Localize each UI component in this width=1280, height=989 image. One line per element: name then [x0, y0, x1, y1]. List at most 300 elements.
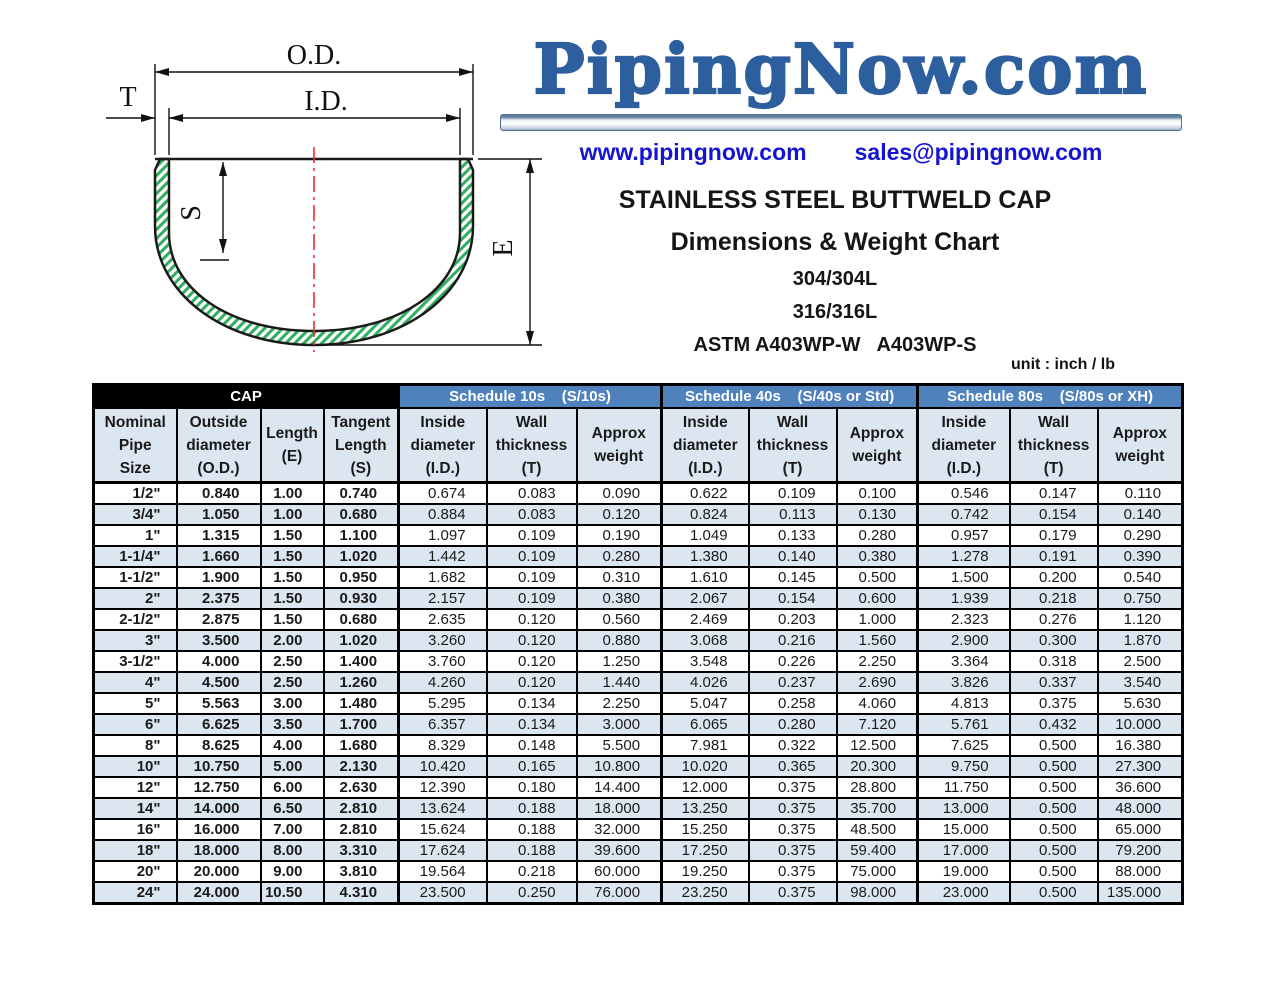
e-label: E — [488, 239, 519, 257]
table-cell: 20.000 — [177, 861, 261, 882]
table-cell: 4.060 — [837, 693, 918, 714]
cap-group-header: CAP — [94, 385, 399, 409]
table-cell: 13.624 — [399, 798, 487, 819]
table-row — [94, 630, 1183, 651]
table-row — [94, 798, 1183, 819]
id-label: I.D. — [304, 86, 348, 117]
table-row — [94, 567, 1183, 588]
table-cell: 12.000 — [662, 777, 749, 798]
table-cell: 5.047 — [662, 693, 749, 714]
table-cell: 1.278 — [918, 546, 1010, 567]
table-cell: 1.120 — [1098, 609, 1183, 630]
cap-dimension-diagram — [88, 28, 558, 358]
table-cell: 1.380 — [662, 546, 749, 567]
page-title: STAINLESS STEEL BUTTWELD CAP — [618, 186, 1052, 214]
table-cell: 0.109 — [487, 567, 577, 588]
table-cell: 0.203 — [749, 609, 837, 630]
grade-316: 316/316L — [792, 301, 878, 323]
table-cell: 5.761 — [918, 714, 1010, 735]
table-cell: 0.218 — [487, 861, 577, 882]
table-cell: 20" — [94, 861, 177, 882]
table-cell: 0.375 — [749, 882, 837, 904]
table-cell: 23.500 — [399, 882, 487, 904]
table-cell: 6.357 — [399, 714, 487, 735]
table-cell: 4.00 — [261, 735, 324, 756]
astm-spec: ASTM A403WP-W A403WP-S — [693, 334, 977, 356]
table-cell: 1.700 — [324, 714, 399, 735]
table-cell: 15.624 — [399, 819, 487, 840]
column-header: Wall thickness (T) — [487, 408, 577, 483]
column-header: Approx weight — [577, 408, 662, 483]
table-cell: 17.250 — [662, 840, 749, 861]
table-cell: 14.400 — [577, 777, 662, 798]
table-cell: 4.260 — [399, 672, 487, 693]
table-cell: 48.000 — [1098, 798, 1183, 819]
table-cell: 0.840 — [177, 483, 261, 505]
table-cell: 1.260 — [324, 672, 399, 693]
table-cell: 3.500 — [177, 630, 261, 651]
table-row — [94, 819, 1183, 840]
table-cell: 0.337 — [1010, 672, 1098, 693]
table-cell: 14.000 — [177, 798, 261, 819]
table-cell: 7.00 — [261, 819, 324, 840]
table-cell: 0.674 — [399, 483, 487, 505]
table-cell: 24" — [94, 882, 177, 904]
table-row — [94, 672, 1183, 693]
table-cell: 1.315 — [177, 525, 261, 546]
table-cell: 0.110 — [1098, 483, 1183, 505]
table-cell: 8.329 — [399, 735, 487, 756]
table-cell: 0.500 — [1010, 756, 1098, 777]
table-row — [94, 609, 1183, 630]
table-cell: 1.610 — [662, 567, 749, 588]
table-cell: 4.500 — [177, 672, 261, 693]
table-cell: 0.500 — [1010, 840, 1098, 861]
table-row — [94, 714, 1183, 735]
table-row — [94, 882, 1183, 904]
column-header: Wall thickness (T) — [749, 408, 837, 483]
table-cell: 0.280 — [749, 714, 837, 735]
table-cell: 0.957 — [918, 525, 1010, 546]
column-header: Inside diameter (I.D.) — [399, 408, 487, 483]
table-cell: 0.179 — [1010, 525, 1098, 546]
table-cell: 0.083 — [487, 483, 577, 505]
grade-304: 304/304L — [792, 268, 878, 290]
od-arrow-left — [155, 68, 169, 76]
table-cell: 1.682 — [399, 567, 487, 588]
table-cell: 0.134 — [487, 714, 577, 735]
table-row — [94, 693, 1183, 714]
column-header: Outside diameter (O.D.) — [177, 408, 261, 483]
table-cell: 5.295 — [399, 693, 487, 714]
table-cell: 0.600 — [837, 588, 918, 609]
table-cell: 16" — [94, 819, 177, 840]
table-cell: 0.375 — [749, 840, 837, 861]
table-cell: 2.00 — [261, 630, 324, 651]
s-label: S — [176, 205, 207, 221]
table-cell: 10.800 — [577, 756, 662, 777]
table-cell: 3.00 — [261, 693, 324, 714]
table-cell: 6.50 — [261, 798, 324, 819]
table-cell: 0.680 — [324, 609, 399, 630]
table-cell: 0.120 — [487, 630, 577, 651]
table-cell: 0.950 — [324, 567, 399, 588]
table-cell: 10" — [94, 756, 177, 777]
table-cell: 0.191 — [1010, 546, 1098, 567]
table-cell: 0.120 — [487, 672, 577, 693]
table-cell: 1.50 — [261, 525, 324, 546]
table-cell: 2.157 — [399, 588, 487, 609]
table-cell: 0.280 — [837, 525, 918, 546]
schedule-group-header: Schedule 40s (S/40s or Std) — [662, 385, 918, 409]
table-cell: 4.813 — [918, 693, 1010, 714]
table-cell: 0.750 — [1098, 588, 1183, 609]
table-cell: 1/2" — [94, 483, 177, 505]
table-cell: 0.300 — [1010, 630, 1098, 651]
table-cell: 1" — [94, 525, 177, 546]
table-cell: 2.323 — [918, 609, 1010, 630]
table-cell: 7.981 — [662, 735, 749, 756]
table-cell: 88.000 — [1098, 861, 1183, 882]
dimensions-table — [92, 383, 1184, 905]
table-cell: 1.50 — [261, 609, 324, 630]
table-cell: 0.500 — [837, 567, 918, 588]
table-cell: 3.50 — [261, 714, 324, 735]
table-row — [94, 756, 1183, 777]
table-cell: 1.097 — [399, 525, 487, 546]
table-cell: 5.500 — [577, 735, 662, 756]
table-cell: 48.500 — [837, 819, 918, 840]
t-label: T — [119, 82, 137, 113]
table-cell: 0.165 — [487, 756, 577, 777]
table-cell: 17.000 — [918, 840, 1010, 861]
table-cell: 0.090 — [577, 483, 662, 505]
table-cell: 17.624 — [399, 840, 487, 861]
table-cell: 3" — [94, 630, 177, 651]
table-cell: 135.000 — [1098, 882, 1183, 904]
table-cell: 1.00 — [261, 504, 324, 525]
table-cell: 2.469 — [662, 609, 749, 630]
column-header: Inside diameter (I.D.) — [662, 408, 749, 483]
table-cell: 2.810 — [324, 798, 399, 819]
table-cell: 4.310 — [324, 882, 399, 904]
table-cell: 3.260 — [399, 630, 487, 651]
column-header: Approx weight — [837, 408, 918, 483]
table-cell: 1.500 — [918, 567, 1010, 588]
table-cell: 1.660 — [177, 546, 261, 567]
table-row — [94, 546, 1183, 567]
table-cell: 2.250 — [577, 693, 662, 714]
table-cell: 1.100 — [324, 525, 399, 546]
table-cell: 1.400 — [324, 651, 399, 672]
table-cell: 1.020 — [324, 630, 399, 651]
table-cell: 0.140 — [1098, 504, 1183, 525]
table-cell: 18.000 — [177, 840, 261, 861]
column-header: Nominal Pipe Size — [94, 408, 177, 483]
table-cell: 3.548 — [662, 651, 749, 672]
table-cell: 59.400 — [837, 840, 918, 861]
table-cell: 32.000 — [577, 819, 662, 840]
table-row — [94, 483, 1183, 505]
table-cell: 0.375 — [749, 777, 837, 798]
table-cell: 18.000 — [577, 798, 662, 819]
table-cell: 0.432 — [1010, 714, 1098, 735]
table-cell: 1.680 — [324, 735, 399, 756]
table-cell: 0.083 — [487, 504, 577, 525]
table-cell: 2.375 — [177, 588, 261, 609]
table-cell: 2.50 — [261, 651, 324, 672]
table-cell: 1-1/4" — [94, 546, 177, 567]
table-cell: 0.290 — [1098, 525, 1183, 546]
table-cell: 7.625 — [918, 735, 1010, 756]
table-cell: 1.250 — [577, 651, 662, 672]
table-cell: 0.500 — [1010, 735, 1098, 756]
table-cell: 0.276 — [1010, 609, 1098, 630]
table-cell: 0.742 — [918, 504, 1010, 525]
table-cell: 23.250 — [662, 882, 749, 904]
table-cell: 1.560 — [837, 630, 918, 651]
table-cell: 6.065 — [662, 714, 749, 735]
email-link[interactable]: sales@pipingnow.com — [854, 139, 1103, 165]
dimensions-table-wrap — [92, 383, 1184, 905]
table-cell: 10.000 — [1098, 714, 1183, 735]
table-cell: 0.375 — [1010, 693, 1098, 714]
table-cell: 0.147 — [1010, 483, 1098, 505]
table-cell: 2" — [94, 588, 177, 609]
table-cell: 9.750 — [918, 756, 1010, 777]
table-cell: 2.067 — [662, 588, 749, 609]
table-cell: 0.120 — [577, 504, 662, 525]
table-cell: 0.322 — [749, 735, 837, 756]
table-cell: 13.000 — [918, 798, 1010, 819]
table-cell: 1.939 — [918, 588, 1010, 609]
table-cell: 0.120 — [487, 609, 577, 630]
table-cell: 1.050 — [177, 504, 261, 525]
table-cell: 2.900 — [918, 630, 1010, 651]
table-row — [94, 651, 1183, 672]
table-cell: 0.148 — [487, 735, 577, 756]
table-cell: 5.630 — [1098, 693, 1183, 714]
table-cell: 0.226 — [749, 651, 837, 672]
table-cell: 1.020 — [324, 546, 399, 567]
table-cell: 0.250 — [487, 882, 577, 904]
table-row — [94, 525, 1183, 546]
table-cell: 2.250 — [837, 651, 918, 672]
table-cell: 0.130 — [837, 504, 918, 525]
table-cell: 0.375 — [749, 819, 837, 840]
table-cell: 0.375 — [749, 798, 837, 819]
table-cell: 0.109 — [487, 525, 577, 546]
table-cell: 0.154 — [1010, 504, 1098, 525]
table-cell: 2.635 — [399, 609, 487, 630]
table-cell: 24.000 — [177, 882, 261, 904]
brand-divider-bar — [500, 114, 1182, 131]
schedule-group-header: Schedule 10s (S/10s) — [399, 385, 662, 409]
table-cell: 0.190 — [577, 525, 662, 546]
table-cell: 0.134 — [487, 693, 577, 714]
table-cell: 1.50 — [261, 588, 324, 609]
table-cell: 0.133 — [749, 525, 837, 546]
table-cell: 35.700 — [837, 798, 918, 819]
table-cell: 2-1/2" — [94, 609, 177, 630]
table-cell: 0.154 — [749, 588, 837, 609]
table-cell: 1.049 — [662, 525, 749, 546]
table-cell: 4" — [94, 672, 177, 693]
unit-note: unit : inch / lb — [1011, 356, 1115, 373]
table-cell: 0.188 — [487, 819, 577, 840]
table-cell: 1.870 — [1098, 630, 1183, 651]
table-cell: 2.130 — [324, 756, 399, 777]
table-cell: 11.750 — [918, 777, 1010, 798]
table-cell: 23.000 — [918, 882, 1010, 904]
table-row — [94, 777, 1183, 798]
table-cell: 14" — [94, 798, 177, 819]
column-header: Length (E) — [261, 408, 324, 483]
table-cell: 7.120 — [837, 714, 918, 735]
table-cell: 0.884 — [399, 504, 487, 525]
table-cell: 4.000 — [177, 651, 261, 672]
table-cell: 3.810 — [324, 861, 399, 882]
table-cell: 0.109 — [487, 546, 577, 567]
table-cell: 60.000 — [577, 861, 662, 882]
table-cell: 0.380 — [577, 588, 662, 609]
table-cell: 28.800 — [837, 777, 918, 798]
table-cell: 0.237 — [749, 672, 837, 693]
table-cell: 5.00 — [261, 756, 324, 777]
table-cell: 0.680 — [324, 504, 399, 525]
table-cell: 3.826 — [918, 672, 1010, 693]
table-cell: 0.200 — [1010, 567, 1098, 588]
table-cell: 1.900 — [177, 567, 261, 588]
table-cell: 3.364 — [918, 651, 1010, 672]
table-cell: 2.690 — [837, 672, 918, 693]
table-row — [94, 735, 1183, 756]
table-cell: 2.810 — [324, 819, 399, 840]
s-arrow-down — [219, 239, 227, 253]
table-cell: 79.200 — [1098, 840, 1183, 861]
website-link[interactable]: www.pipingnow.com — [579, 139, 807, 165]
table-cell: 0.216 — [749, 630, 837, 651]
table-cell: 0.140 — [749, 546, 837, 567]
table-cell: 0.145 — [749, 567, 837, 588]
table-row — [94, 840, 1183, 861]
table-cell: 5.563 — [177, 693, 261, 714]
cap-cross-section-svg — [88, 28, 558, 358]
table-cell: 1.442 — [399, 546, 487, 567]
table-cell: 0.500 — [1010, 819, 1098, 840]
column-header: Inside diameter (I.D.) — [918, 408, 1010, 483]
table-cell: 0.380 — [837, 546, 918, 567]
table-cell: 0.113 — [749, 504, 837, 525]
table-cell: 0.375 — [749, 861, 837, 882]
table-cell: 0.824 — [662, 504, 749, 525]
table-cell: 15.000 — [918, 819, 1010, 840]
table-header-row — [94, 408, 1183, 483]
table-cell: 10.50 — [261, 882, 324, 904]
table-cell: 27.300 — [1098, 756, 1183, 777]
table-cell: 20.300 — [837, 756, 918, 777]
table-cell: 6.625 — [177, 714, 261, 735]
table-cell: 1.00 — [261, 483, 324, 505]
table-cell: 3.540 — [1098, 672, 1183, 693]
table-cell: 6" — [94, 714, 177, 735]
table-cell: 0.390 — [1098, 546, 1183, 567]
table-row — [94, 588, 1183, 609]
table-cell: 1.480 — [324, 693, 399, 714]
table-cell: 39.600 — [577, 840, 662, 861]
table-cell: 3-1/2" — [94, 651, 177, 672]
table-cell: 0.500 — [1010, 798, 1098, 819]
table-cell: 1.50 — [261, 567, 324, 588]
table-cell: 36.600 — [1098, 777, 1183, 798]
table-cell: 10.750 — [177, 756, 261, 777]
table-cell: 8.00 — [261, 840, 324, 861]
table-cell: 0.622 — [662, 483, 749, 505]
table-cell: 0.310 — [577, 567, 662, 588]
table-cell: 0.258 — [749, 693, 837, 714]
table-cell: 0.188 — [487, 798, 577, 819]
table-cell: 12.750 — [177, 777, 261, 798]
column-header: Approx weight — [1098, 408, 1183, 483]
table-cell: 1.000 — [837, 609, 918, 630]
table-cell: 4.026 — [662, 672, 749, 693]
table-cell: 0.318 — [1010, 651, 1098, 672]
table-cell: 0.500 — [1010, 882, 1098, 904]
table-cell: 0.180 — [487, 777, 577, 798]
table-cell: 0.109 — [487, 588, 577, 609]
t-arrow — [141, 114, 155, 122]
title-block — [490, 186, 1180, 357]
table-cell: 0.740 — [324, 483, 399, 505]
table-cell: 65.000 — [1098, 819, 1183, 840]
table-cell: 2.630 — [324, 777, 399, 798]
table-cell: 2.500 — [1098, 651, 1183, 672]
table-cell: 10.420 — [399, 756, 487, 777]
table-cell: 3.068 — [662, 630, 749, 651]
table-cell: 3/4" — [94, 504, 177, 525]
table-cell: 18" — [94, 840, 177, 861]
table-cell: 3.310 — [324, 840, 399, 861]
table-cell: 12" — [94, 777, 177, 798]
table-cell: 9.00 — [261, 861, 324, 882]
table-cell: 0.560 — [577, 609, 662, 630]
s-arrow-up — [219, 162, 227, 176]
table-cell: 6.00 — [261, 777, 324, 798]
table-cell: 16.380 — [1098, 735, 1183, 756]
table-cell: 13.250 — [662, 798, 749, 819]
table-cell: 1.440 — [577, 672, 662, 693]
table-cell: 8.625 — [177, 735, 261, 756]
table-cell: 19.000 — [918, 861, 1010, 882]
table-cell: 2.50 — [261, 672, 324, 693]
table-cell: 0.546 — [918, 483, 1010, 505]
table-cell: 1.50 — [261, 546, 324, 567]
schedule-group-header: Schedule 80s (S/80s or XH) — [918, 385, 1183, 409]
table-row — [94, 504, 1183, 525]
table-cell: 3.760 — [399, 651, 487, 672]
table-cell: 10.020 — [662, 756, 749, 777]
table-cell: 5" — [94, 693, 177, 714]
table-cell: 0.188 — [487, 840, 577, 861]
table-cell: 0.365 — [749, 756, 837, 777]
table-cell: 76.000 — [577, 882, 662, 904]
page-subtitle: Dimensions & Weight Chart — [670, 228, 1000, 256]
table-cell: 0.218 — [1010, 588, 1098, 609]
table-cell: 12.390 — [399, 777, 487, 798]
table-cell: 16.000 — [177, 819, 261, 840]
table-group-row — [94, 385, 1183, 409]
od-label: O.D. — [286, 40, 342, 71]
